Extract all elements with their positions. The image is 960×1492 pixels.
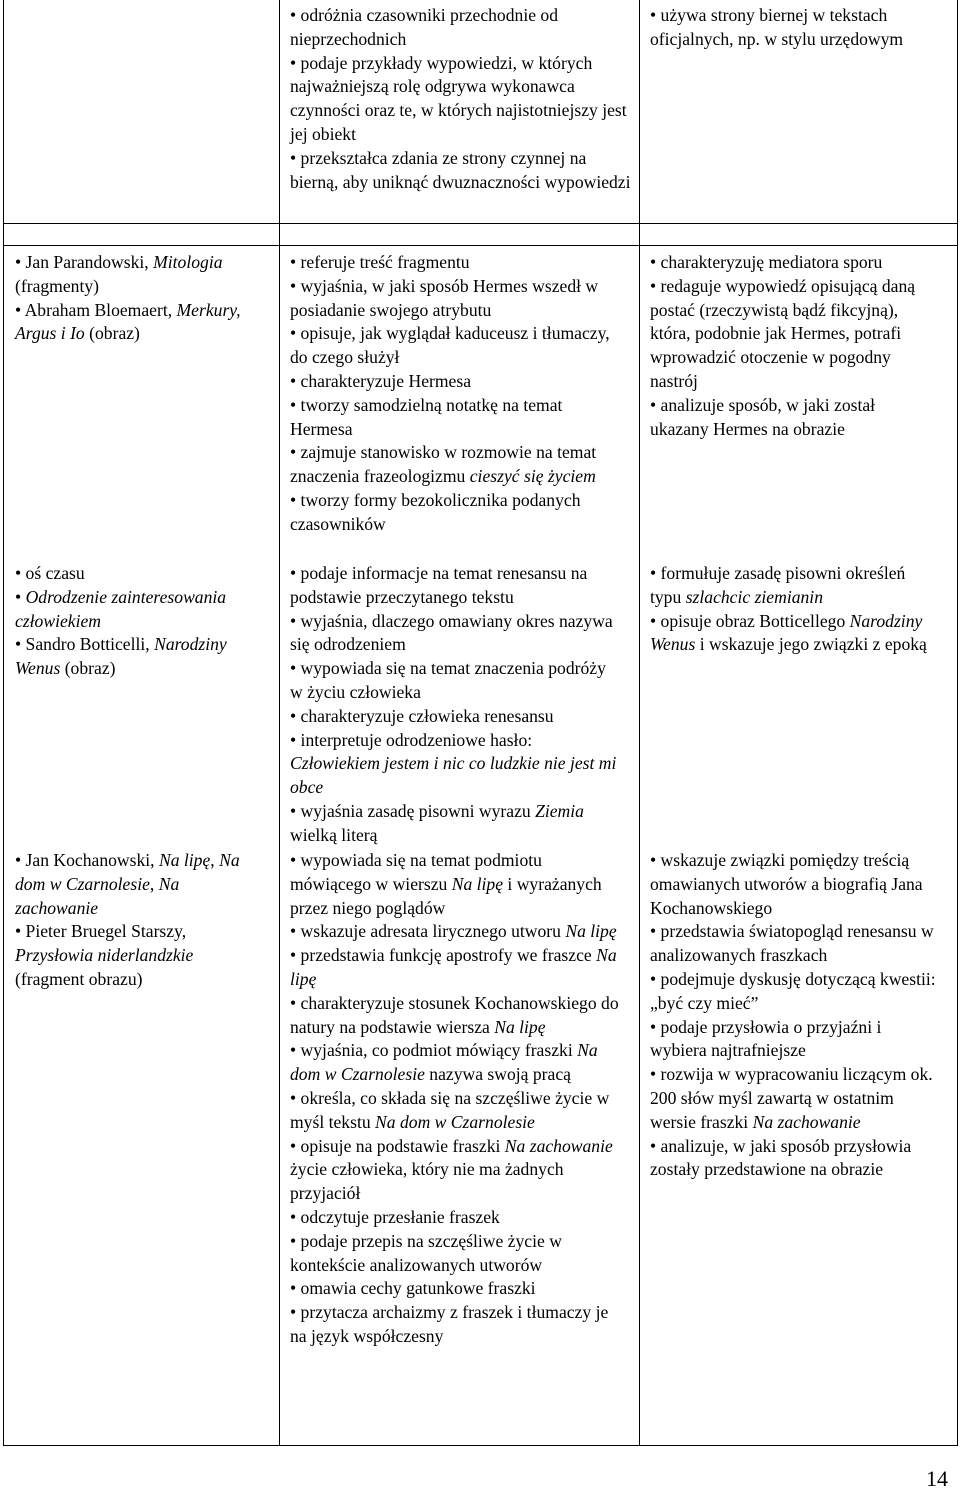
cell-texts: [15, 562, 273, 681]
bullet-item: [290, 992, 626, 1040]
bullet-item: [290, 251, 617, 275]
bullet-item: [650, 1016, 937, 1064]
column-divider-1: [279, 0, 280, 1446]
italic-title: Mitologia: [153, 252, 223, 272]
text-run: • przytacza archaizmy z fraszek i tłumaczy je na język współczesny: [290, 1302, 609, 1346]
bullet-item: [650, 610, 935, 658]
cell-texts: [15, 849, 259, 992]
page-number: 14: [926, 1466, 948, 1491]
text-run: • odróżnia czasowniki przechodnie od nieprzechodnich: [290, 5, 559, 49]
bullet-item: [650, 920, 937, 968]
bullet-item: [290, 370, 617, 394]
text-run: • podaje informacje na temat renesansu na podstawie przeczytanego tekstu: [290, 563, 588, 607]
bullet-item: [290, 1087, 626, 1135]
bullet-item: [290, 489, 617, 537]
text-run: • wyjaśnia, w jaki sposób Hermes wszedł w posiadanie swojego atrybutu: [290, 275, 599, 320]
bullet-item: [290, 441, 617, 489]
row-divider: [3, 223, 958, 224]
text-run: wielką literą: [290, 824, 378, 845]
text-run: życie człowieka, który nie ma żadnych przyjaciół: [290, 1159, 564, 1204]
text-run: • opisuje obraz Botticellego: [650, 610, 850, 631]
text-run: • tworzy formy bezokolicznika podanych czasowników: [290, 489, 581, 534]
text-run: • opisuje na podstawie fraszki: [290, 1135, 505, 1156]
italic-title: Na dom w Czarnolesie: [15, 850, 240, 894]
text-run: • analizuje, w jaki sposób przysłowia zostały przedstawione na obrazie: [650, 1135, 912, 1180]
bullet-item: [650, 275, 935, 394]
bullet-item: [290, 944, 626, 992]
italic-title: Na lipę: [494, 1016, 546, 1037]
bullet-item: [15, 920, 259, 991]
bullet-item: [290, 1206, 626, 1230]
text-run: • tworzy samodzielną notatkę na temat Hermesa: [290, 394, 563, 439]
cell-extended-skills: [650, 849, 937, 1182]
bullet-item: [290, 562, 617, 610]
text-run: • charakteryzuje Hermesa: [290, 370, 472, 391]
bullet-item: [650, 4, 953, 52]
bullet-item: [290, 849, 626, 920]
bullet-item: [650, 968, 937, 1016]
text-run: • podaje przysłowia o przyjaźni i wybiera najtrafniejsze: [650, 1016, 882, 1061]
text-run: (fragment obrazu): [15, 968, 143, 989]
italic-title: Na lipę: [290, 945, 617, 989]
bullet-item: [290, 1039, 626, 1087]
table-border-right: [957, 0, 958, 1446]
italic-title: cieszyć się życiem: [469, 466, 596, 487]
text-run: • przedstawia funkcję apostrofy we fraszce: [290, 945, 597, 966]
italic-title: Na lipę: [158, 850, 211, 870]
text-run: ,: [210, 850, 220, 870]
italic-title: Ziemia: [535, 800, 584, 821]
text-run: • przedstawia światopogląd renesansu w analizowanych fraszkach: [650, 921, 934, 966]
text-run: • wskazuje związki pomiędzy treścią omawianych utworów a biografią Jana Kochanowskiego: [650, 850, 923, 918]
bullet-item: [290, 1277, 626, 1301]
bullet-item: [290, 1230, 626, 1278]
italic-title: Na zachowanie: [752, 1111, 861, 1132]
text-run: i wyrażanych przez niego poglądów: [290, 873, 602, 918]
bullet-item: [290, 147, 635, 195]
text-run: • charakteryzuje człowieka renesansu: [290, 705, 554, 726]
bullet-item: [650, 562, 935, 610]
cell-skills: [290, 251, 617, 537]
bullet-item: [15, 299, 273, 347]
italic-title: Na zachowanie: [504, 1135, 613, 1156]
text-run: • przekształca zdania ze strony czynnej na bierną, aby uniknąć dwuznaczności wypowiedzi: [290, 147, 631, 192]
text-run: • określa, co składa się na szczęśliwe życie w myśl tekstu: [290, 1087, 610, 1132]
italic-title: Narodziny Wenus: [15, 634, 227, 679]
bullet-item: [290, 657, 617, 705]
italic-title: Narodziny Wenus: [650, 610, 923, 655]
text-run: • charakteryzuje stosunek Kochanowskiego do natury na podstawie wiersza: [290, 992, 619, 1037]
text-run: • zajmuje stanowisko w rozmowie na temat znaczenia frazeologizmu: [290, 442, 597, 487]
italic-title: szlachcic ziemianin: [685, 586, 823, 607]
text-run: • wyjaśnia, co podmiot mówiący fraszki: [290, 1040, 578, 1061]
italic-title: Na zachowanie: [15, 873, 180, 918]
column-divider-2: [639, 0, 640, 1446]
table-border-bottom: [3, 1445, 958, 1446]
text-run: • charakteryzuję mediatora sporu: [650, 252, 883, 272]
text-run: • Jan Kochanowski,: [15, 850, 159, 870]
text-run: • Sandro Botticelli,: [15, 634, 155, 655]
italic-title: Na dom w Czarnolesie: [290, 1040, 598, 1085]
bullet-item: [15, 849, 259, 920]
bullet-item: [650, 251, 935, 275]
bullet-item: [650, 1135, 937, 1183]
italic-title: Na lipę: [451, 873, 504, 894]
text-run: (fragmenty): [15, 275, 100, 296]
italic-title: Na lipę: [565, 921, 617, 942]
bullet-item: [15, 586, 273, 634]
text-run: i wskazuje jego związki z epoką: [695, 634, 927, 655]
bullet-item: [290, 729, 617, 800]
text-run: • analizuje sposób, w jaki został ukazany Hermes na obrazie: [650, 394, 876, 439]
text-run: (obraz): [60, 658, 116, 679]
cell-extended-skills: [650, 251, 935, 441]
cell-skills: [290, 562, 617, 848]
cell-extended-skills: [650, 4, 953, 52]
italic-title: Na dom w Czarnolesie: [375, 1111, 535, 1132]
row-divider: [3, 245, 958, 246]
bullet-item: [290, 322, 617, 370]
cell-extended-skills: [650, 562, 935, 657]
cell-skills: [290, 849, 626, 1349]
text-run: • referuje treść fragmentu: [290, 252, 470, 272]
text-run: • wskazuje adresata lirycznego utworu: [290, 921, 566, 942]
bullet-item: [290, 52, 635, 147]
text-run: • używa strony biernej w tekstach oficjalnych, np. w stylu urzędowym: [650, 5, 904, 49]
bullet-item: [290, 4, 635, 52]
italic-title: Przysłowia niderlandzkie: [15, 945, 194, 966]
bullet-item: [290, 394, 617, 442]
text-run: ,: [149, 873, 159, 894]
text-run: • omawia cechy gatunkowe fraszki: [290, 1278, 536, 1299]
text-run: •: [15, 586, 26, 607]
bullet-item: [15, 562, 273, 586]
bullet-item: [650, 849, 937, 920]
text-run: • podejmuje dyskusję dotyczącą kwestii: „być czy mieć”: [650, 968, 936, 1013]
text-run: nazywa swoją pracą: [424, 1064, 571, 1085]
bullet-item: [650, 1063, 937, 1134]
text-run: • podaje przepis na szczęśliwe życie w kontekście analizowanych utworów: [290, 1230, 562, 1275]
bullet-item: [290, 610, 617, 658]
italic-title: Odrodzenie zainteresowania człowiekiem: [15, 586, 227, 631]
bullet-item: [650, 394, 935, 442]
text-run: • Abraham Bloemaert,: [15, 299, 177, 320]
text-run: • podaje przykłady wypowiedzi, w których najważniejszą rolę odgrywa wykonawca czynności oraz te, w których najistotniejszy jest jej obiekt: [290, 52, 627, 144]
text-run: • rozwija w wypracowaniu liczącym ok. 200 słów myśl zawartą w ostatnim wersie fraszki: [650, 1064, 933, 1132]
bullet-item: [290, 275, 617, 323]
text-run: • wyjaśnia, dlaczego omawiany okres nazywa się odrodzeniem: [290, 610, 613, 655]
text-run: • redaguje wypowiedź opisującą daną postać (rzeczywistą bądź fikcyjną), która, podobnie jak Hermes, potrafi wprowadzić otoczenie w pogodny nastrój: [650, 275, 916, 391]
text-run: • oś czasu: [15, 563, 85, 583]
bullet-item: [290, 705, 617, 729]
text-run: (obraz): [84, 323, 140, 344]
bullet-item: [15, 633, 273, 681]
bullet-item: [15, 251, 273, 299]
bullet-item: [290, 920, 626, 944]
text-run: • wyjaśnia zasadę pisowni wyrazu: [290, 800, 536, 821]
text-run: • Pieter Bruegel Starszy,: [15, 921, 187, 942]
text-run: • interpretuje odrodzeniowe hasło:: [290, 729, 533, 750]
text-run: • wypowiada się na temat znaczenia podróży w życiu człowieka: [290, 658, 606, 702]
cell-skills: [290, 4, 635, 194]
bullet-item: [290, 1135, 626, 1206]
italic-title: Człowiekiem jestem i nic co ludzkie nie jest mi obce: [290, 753, 617, 798]
text-run: • formułuje zasadę pisowni określeń typu: [650, 563, 906, 607]
text-run: • wypowiada się na temat podmiotu mówiącego w wierszu: [290, 850, 542, 894]
text-run: • odczytuje przesłanie fraszek: [290, 1206, 500, 1227]
bullet-item: [290, 1301, 626, 1349]
table-border-left: [3, 0, 4, 1446]
bullet-item: [290, 800, 617, 848]
text-run: • Jan Parandowski,: [15, 252, 154, 272]
text-run: • opisuje, jak wyglądał kaduceusz i tłumaczy, do czego służył: [290, 323, 610, 368]
italic-title: Merkury, Argus i Io: [15, 299, 241, 344]
cell-texts: [15, 251, 273, 346]
